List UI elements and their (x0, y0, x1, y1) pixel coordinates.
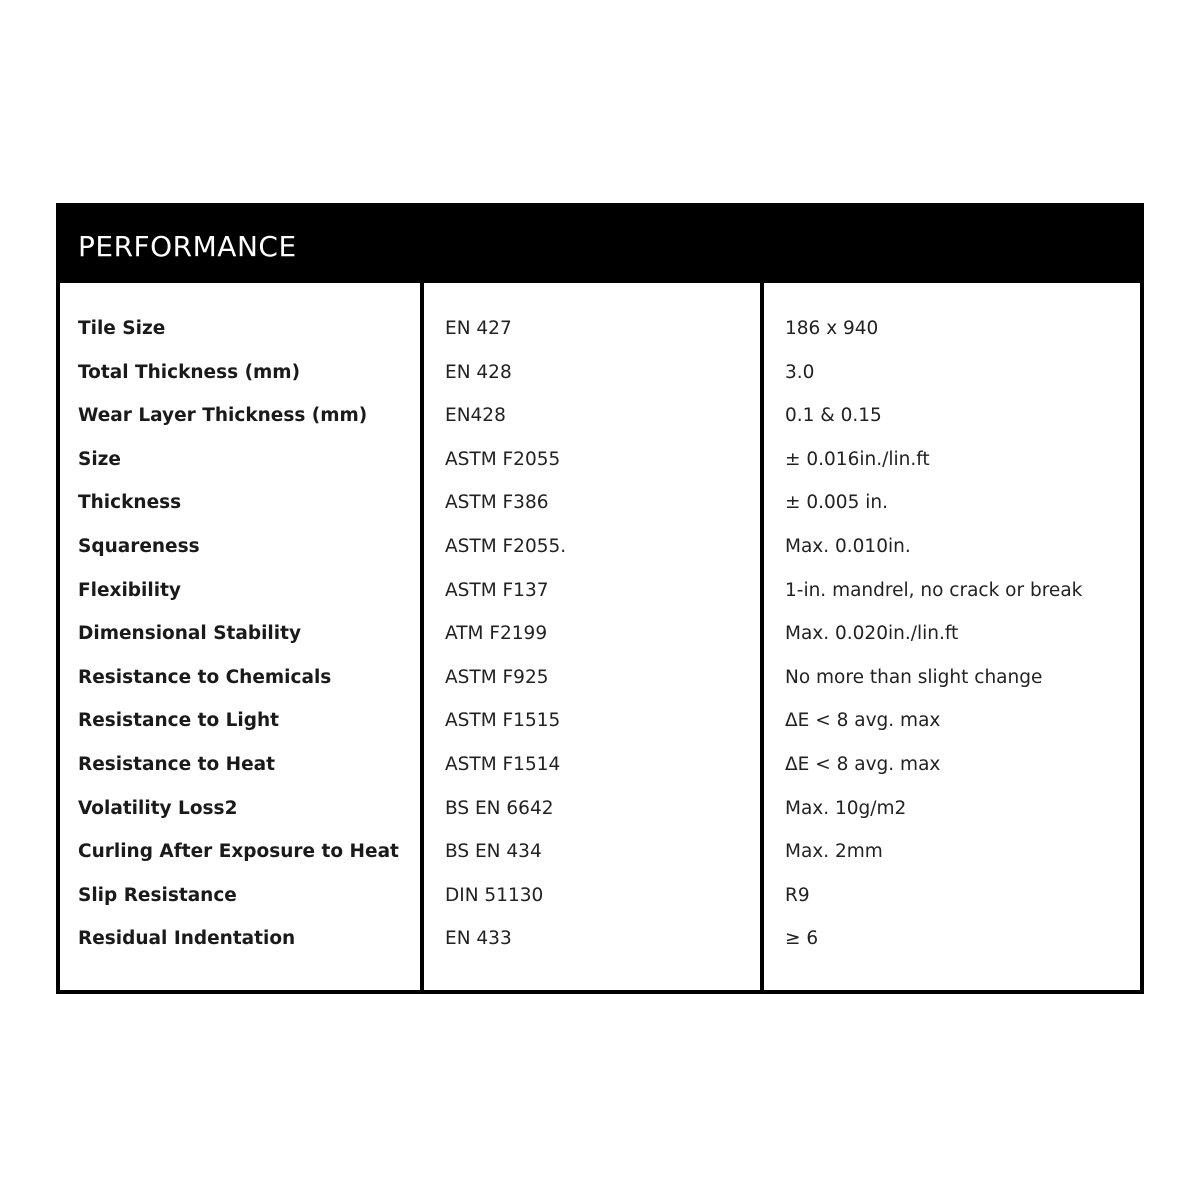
property-cell: Tile Size (78, 318, 166, 339)
property-cell: Dimensional Stability (78, 623, 302, 645)
standard-cell: ATM F2199 (445, 623, 548, 645)
standard-cell: ASTM F925 (445, 666, 549, 688)
table-row (60, 318, 1140, 362)
value-cell: ± 0.005 in. (785, 492, 888, 514)
property-cell: Curling After Exposure to Heat (78, 841, 399, 863)
standard-cell: BS EN 6642 (445, 797, 554, 819)
table-row (60, 492, 1140, 536)
value-cell: Max. 10g/m2 (785, 797, 907, 819)
property-cell: Wear Layer Thickness (mm) (78, 405, 368, 427)
value-cell: No more than slight change (785, 666, 1043, 688)
table-row (60, 798, 1140, 842)
property-cell: Total Thickness (mm) (78, 361, 301, 383)
value-cell: 3.0 (785, 361, 815, 383)
table-body (60, 318, 1140, 972)
value-cell: Max. 2mm (785, 841, 883, 863)
standard-cell: ASTM F137 (445, 579, 549, 601)
table-row (60, 710, 1140, 754)
table-title: PERFORMANCE (78, 230, 297, 263)
standard-cell: ASTM F386 (445, 492, 549, 514)
value-cell: ± 0.016in./lin.ft (785, 448, 930, 470)
table-row (60, 536, 1140, 580)
performance-table (56, 203, 1144, 994)
table-row (60, 754, 1140, 798)
standard-cell: EN428 (445, 405, 506, 427)
property-cell: Resistance to Light (78, 710, 279, 732)
table-row (60, 928, 1140, 972)
value-cell: Max. 0.010in. (785, 535, 911, 557)
standard-cell: EN 433 (445, 928, 512, 950)
table-row (60, 623, 1140, 667)
value-cell: 1-in. mandrel, no crack or break (785, 579, 1083, 601)
property-cell: Volatility Loss2 (78, 797, 238, 819)
standard-cell: ASTM F2055. (445, 535, 567, 557)
standard-cell: EN 427 (445, 318, 512, 339)
value-cell: 0.1 & 0.15 (785, 405, 882, 427)
value-cell: ΔE < 8 avg. max (785, 753, 941, 775)
standard-cell: ASTM F2055 (445, 448, 561, 470)
value-cell: ≥ 6 (785, 928, 819, 950)
property-cell: Flexibility (78, 579, 181, 601)
property-cell: Thickness (78, 492, 182, 514)
property-cell: Squareness (78, 535, 200, 557)
property-cell: Resistance to Chemicals (78, 666, 332, 688)
standard-cell: ASTM F1514 (445, 753, 561, 775)
property-cell: Resistance to Heat (78, 753, 275, 775)
standard-cell: DIN 51130 (445, 884, 544, 906)
table-row (60, 667, 1140, 711)
table-row (60, 841, 1140, 885)
table-row (60, 885, 1140, 929)
table-header (60, 207, 1140, 283)
table-row (60, 405, 1140, 449)
value-cell: ΔE < 8 avg. max (785, 710, 941, 732)
value-cell: R9 (785, 884, 810, 906)
property-cell: Residual Indentation (78, 928, 296, 950)
table-row (60, 449, 1140, 493)
property-cell: Slip Resistance (78, 884, 237, 906)
table-row (60, 580, 1140, 624)
table-row (60, 362, 1140, 406)
value-cell: 186 x 940 (785, 318, 879, 339)
standard-cell: BS EN 434 (445, 841, 542, 863)
standard-cell: EN 428 (445, 361, 512, 383)
standard-cell: ASTM F1515 (445, 710, 561, 732)
property-cell: Size (78, 448, 121, 470)
value-cell: Max. 0.020in./lin.ft (785, 623, 959, 645)
